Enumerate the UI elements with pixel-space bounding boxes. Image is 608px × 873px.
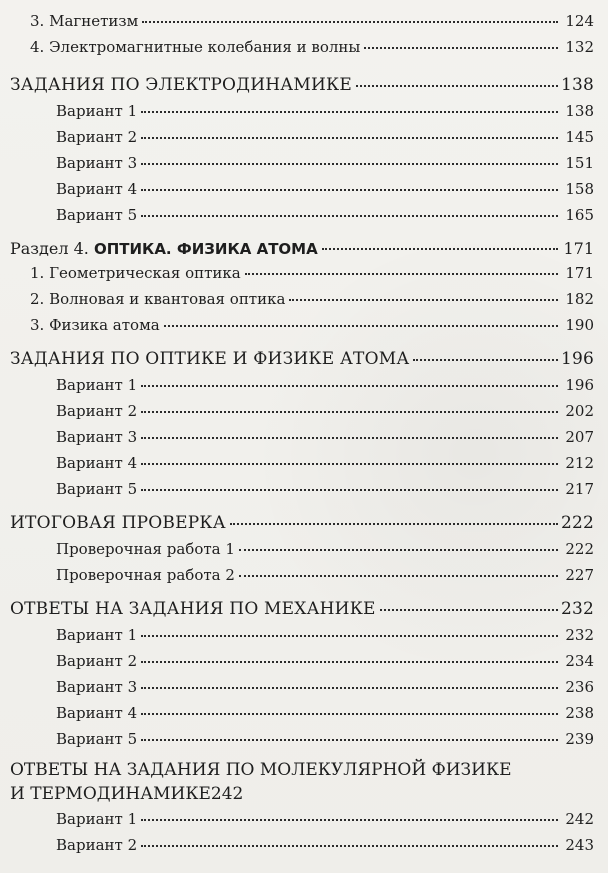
toc-entry-magnetism bbox=[0, 12, 594, 38]
toc-entry-atomic-physics bbox=[0, 316, 594, 342]
toc-page-number: 227 bbox=[565, 566, 594, 584]
toc-page-number: 242 bbox=[565, 810, 594, 828]
toc-page-number: 124 bbox=[565, 12, 594, 30]
dot-leader bbox=[141, 463, 558, 465]
toc-entry-label: Вариант 3 bbox=[56, 678, 138, 696]
dot-leader bbox=[289, 299, 558, 301]
toc-section-label-line2: И ТЕРМОДИНАМИКЕ bbox=[10, 784, 211, 804]
dot-leader bbox=[141, 635, 558, 637]
table-of-contents bbox=[0, 12, 594, 862]
toc-page-number: 207 bbox=[565, 428, 594, 446]
dot-leader bbox=[364, 47, 558, 49]
toc-page-number: 222 bbox=[565, 540, 594, 558]
toc-page-number: 182 bbox=[565, 290, 594, 308]
toc-page-number: 202 bbox=[565, 402, 594, 420]
toc-variant-5 bbox=[0, 206, 594, 232]
dot-leader bbox=[141, 713, 558, 715]
toc-entry-label: Вариант 2 bbox=[56, 652, 138, 670]
dot-leader bbox=[141, 845, 558, 847]
toc-page-number: 190 bbox=[565, 316, 594, 334]
toc-check-work-1 bbox=[0, 540, 594, 566]
dot-leader bbox=[356, 85, 558, 87]
dot-leader bbox=[239, 575, 558, 577]
toc-section-final-check bbox=[0, 506, 594, 540]
toc-page-number: 171 bbox=[563, 238, 594, 258]
toc-entry-label: Вариант 3 bbox=[56, 154, 138, 172]
toc-section-label: ЗАДАНИЯ ПО ЭЛЕКТРОДИНАМИКЕ bbox=[10, 75, 352, 95]
toc-entry-label: Вариант 4 bbox=[56, 180, 138, 198]
toc-page-number: 222 bbox=[560, 513, 594, 533]
toc-entry-label: Вариант 1 bbox=[56, 810, 138, 828]
toc-part-title: ОПТИКА. ФИЗИКА АТОМА bbox=[93, 239, 318, 258]
toc-entry-label: Вариант 1 bbox=[56, 102, 138, 120]
toc-variant-5 bbox=[0, 730, 594, 756]
toc-part-optics bbox=[0, 232, 594, 264]
dot-leader bbox=[164, 325, 558, 327]
toc-entry-label: Вариант 2 bbox=[56, 128, 138, 146]
toc-entry-label: Проверочная работа 1 bbox=[56, 540, 235, 558]
dot-leader bbox=[141, 739, 558, 741]
toc-page-number: 158 bbox=[565, 180, 594, 198]
toc-entry-label: Вариант 4 bbox=[56, 704, 138, 722]
toc-page-number: 212 bbox=[565, 454, 594, 472]
toc-variant-3 bbox=[0, 428, 594, 454]
toc-entry-label: Вариант 4 bbox=[56, 454, 138, 472]
toc-section-label: ЗАДАНИЯ ПО ОПТИКЕ И ФИЗИКЕ АТОМА bbox=[10, 349, 410, 369]
dot-leader bbox=[141, 189, 558, 191]
dot-leader bbox=[142, 21, 558, 23]
toc-variant-4 bbox=[0, 704, 594, 730]
toc-variant-3 bbox=[0, 678, 594, 704]
toc-page-number: 239 bbox=[565, 730, 594, 748]
dot-leader bbox=[141, 661, 558, 663]
toc-section-molecular-answers bbox=[0, 760, 594, 810]
toc-section-electrodynamics-tasks bbox=[0, 68, 594, 102]
toc-page-number: 196 bbox=[560, 349, 594, 369]
dot-leader bbox=[141, 137, 558, 139]
dot-leader bbox=[141, 411, 558, 413]
toc-variant-2 bbox=[0, 128, 594, 154]
toc-page-number: 242 bbox=[210, 784, 244, 804]
dot-leader bbox=[141, 819, 558, 821]
toc-variant-2 bbox=[0, 836, 594, 862]
toc-entry-label: Вариант 2 bbox=[56, 402, 138, 420]
toc-page-number: 232 bbox=[565, 626, 594, 644]
toc-page-number: 138 bbox=[565, 102, 594, 120]
toc-page-number: 132 bbox=[565, 38, 594, 56]
toc-variant-2 bbox=[0, 402, 594, 428]
toc-entry-wave-quantum-optics bbox=[0, 290, 594, 316]
dot-leader bbox=[322, 248, 558, 250]
toc-page-number: 236 bbox=[565, 678, 594, 696]
toc-entry-label: 2. Волновая и квантовая оптика bbox=[30, 290, 286, 308]
toc-entry-geometric-optics bbox=[0, 264, 594, 290]
toc-page-number: 217 bbox=[565, 480, 594, 498]
toc-part-prefix: Раздел 4. bbox=[10, 238, 89, 258]
dot-leader bbox=[141, 489, 558, 491]
dot-leader bbox=[141, 163, 558, 165]
dot-leader bbox=[245, 273, 558, 275]
toc-variant-1 bbox=[0, 376, 594, 402]
toc-page-number: 138 bbox=[560, 75, 594, 95]
dot-leader bbox=[239, 549, 558, 551]
dot-leader bbox=[141, 111, 558, 113]
toc-page-number: 165 bbox=[565, 206, 594, 224]
toc-entry-label: 3. Физика атома bbox=[30, 316, 160, 334]
toc-check-work-2 bbox=[0, 566, 594, 592]
dot-leader bbox=[413, 359, 558, 361]
toc-page-number: 243 bbox=[565, 836, 594, 854]
dot-leader bbox=[141, 385, 558, 387]
toc-entry-label: Вариант 5 bbox=[56, 730, 138, 748]
toc-entry-label: 4. Электромагнитные колебания и волны bbox=[30, 38, 361, 56]
dot-leader bbox=[230, 523, 558, 525]
toc-entry-label: Вариант 5 bbox=[56, 206, 138, 224]
toc-section-mechanics-answers bbox=[0, 592, 594, 626]
dot-leader bbox=[141, 687, 558, 689]
toc-entry-label: 3. Магнетизм bbox=[30, 12, 139, 30]
toc-entry-label: 1. Геометрическая оптика bbox=[30, 264, 241, 282]
toc-variant-5 bbox=[0, 480, 594, 506]
toc-entry-label: Вариант 1 bbox=[56, 376, 138, 394]
toc-entry-em-oscillations bbox=[0, 38, 594, 64]
toc-page-number: 171 bbox=[565, 264, 594, 282]
toc-part-label bbox=[10, 239, 318, 258]
toc-section-optics-tasks bbox=[0, 342, 594, 376]
toc-variant-1 bbox=[0, 102, 594, 128]
toc-page-number: 151 bbox=[565, 154, 594, 172]
toc-variant-1 bbox=[0, 810, 594, 836]
toc-section-label-line1: ОТВЕТЫ НА ЗАДАНИЯ ПО МОЛЕКУЛЯРНОЙ ФИЗИКЕ bbox=[10, 760, 512, 780]
toc-variant-3 bbox=[0, 154, 594, 180]
dot-leader bbox=[141, 215, 558, 217]
toc-entry-label: Вариант 3 bbox=[56, 428, 138, 446]
toc-section-line2 bbox=[10, 784, 594, 810]
toc-entry-label: Проверочная работа 2 bbox=[56, 566, 235, 584]
toc-variant-4 bbox=[0, 180, 594, 206]
toc-entry-label: Вариант 2 bbox=[56, 836, 138, 854]
toc-page-number: 234 bbox=[565, 652, 594, 670]
toc-page-number: 238 bbox=[565, 704, 594, 722]
toc-variant-1 bbox=[0, 626, 594, 652]
toc-page-number: 196 bbox=[565, 376, 594, 394]
dot-leader bbox=[380, 609, 558, 611]
toc-entry-label: Вариант 5 bbox=[56, 480, 138, 498]
toc-variant-4 bbox=[0, 454, 594, 480]
dot-leader bbox=[141, 437, 558, 439]
toc-section-label: ОТВЕТЫ НА ЗАДАНИЯ ПО МЕХАНИКЕ bbox=[10, 599, 376, 619]
toc-page-number: 232 bbox=[560, 599, 594, 619]
toc-section-label: ИТОГОВАЯ ПРОВЕРКА bbox=[10, 513, 226, 533]
toc-entry-label: Вариант 1 bbox=[56, 626, 138, 644]
toc-variant-2 bbox=[0, 652, 594, 678]
toc-page-number: 145 bbox=[565, 128, 594, 146]
